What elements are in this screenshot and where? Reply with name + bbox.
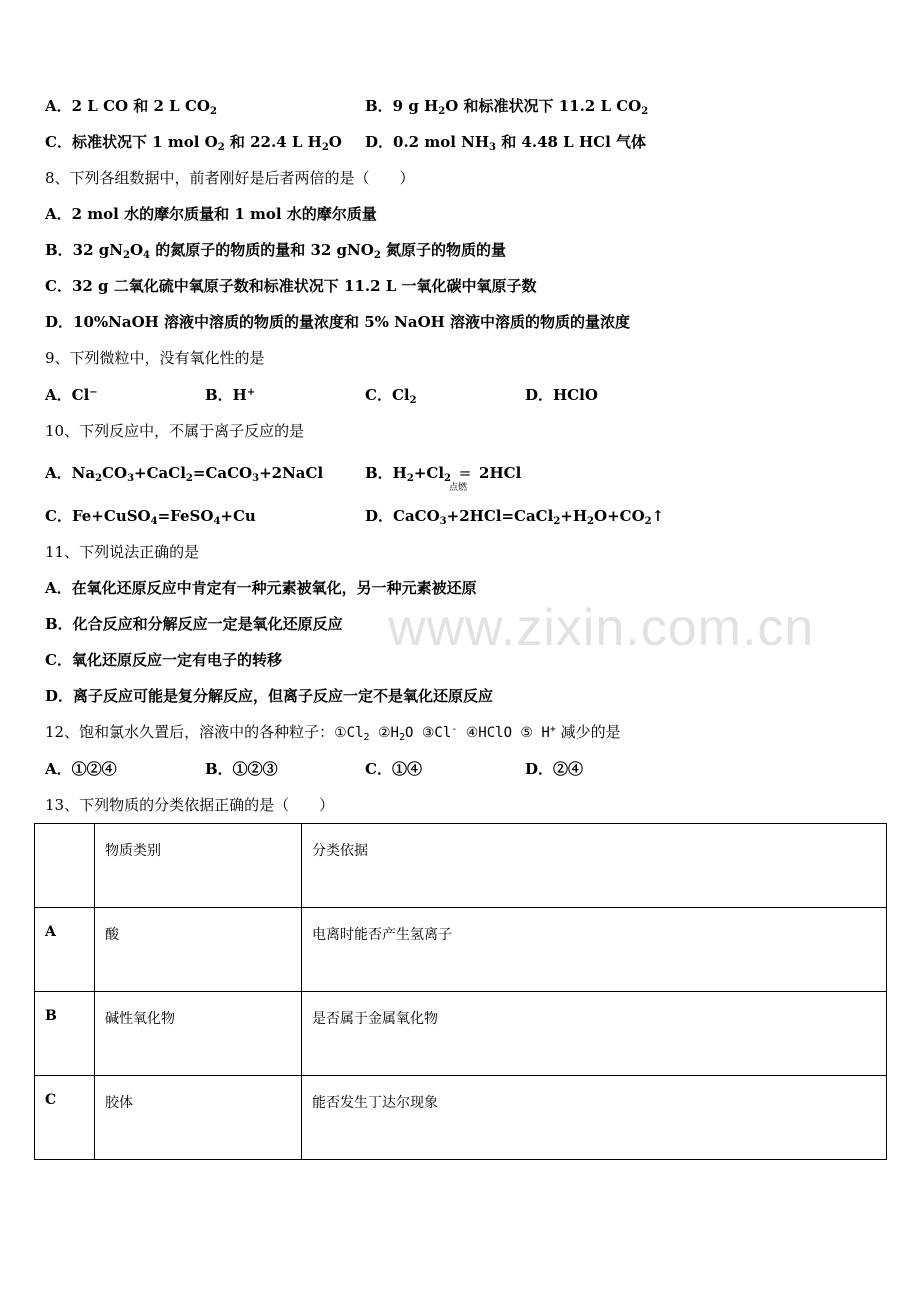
q9-option-c: C．$Cl_2$	[365, 386, 417, 406]
q9-option-a: A．Cl−	[45, 386, 98, 404]
q9-option-b: B．H+	[205, 386, 256, 404]
q10-option-d: D．$CaCO_3+2HCl=CaCl_2+H_2O+CO_2↑$	[365, 507, 665, 527]
q8-option-a: A．2 mol 水的摩尔质量和 1 mol 水的摩尔质量	[45, 205, 377, 223]
table-cell: 碱性氧化物	[95, 992, 302, 1076]
table-cell: B	[35, 992, 95, 1076]
q11-option-b: B．化合反应和分解反应一定是氧化还原反应	[45, 615, 343, 633]
q11-stem: 11、下列说法正确的是	[45, 543, 200, 561]
q13-stem: 13、下列物质的分类依据正确的是（ ）	[45, 796, 335, 814]
table-cell: 胶体	[95, 1076, 302, 1160]
q12-option-c: C．①④	[365, 760, 422, 778]
q10-option-c: C．Fe+CuSO$_4$=FeSO$_4$+Cu	[45, 507, 256, 527]
q12-option-d: D．②④	[525, 760, 584, 778]
q8-option-d: D．10%NaOH 溶液中溶质的物质的量浓度和 5% NaOH 溶液中溶质的物质的量浓度	[45, 313, 631, 331]
q10-option-b: B．$H_2+Cl_2$ = 点燃 2HCl	[365, 464, 522, 493]
q9-option-d: D．HClO	[525, 386, 598, 404]
watermark: www.zixin.com.cn	[388, 599, 815, 657]
q11-option-d: D．离子反应可能是复分解反应，但离子反应一定不是氧化还原反应	[45, 687, 494, 705]
table-cell: C	[35, 1076, 95, 1160]
q12-option-b: B．①②③	[205, 760, 278, 778]
q12-option-a: A．①②④	[45, 760, 117, 778]
q9-stem: 9、下列微粒中，没有氧化性的是	[45, 349, 265, 367]
q12-stem: 12、饱和氯水久置后，溶液中的各种粒子：$①Cl_2$ $②H_2O$ ③Cl- ④HClO ⑤ H+ 减少的是	[45, 723, 621, 743]
q8-option-c: C．32 g 二氧化硫中氧原子数和标准状况下 11.2 L 一氧化碳中氧原子数	[45, 277, 537, 295]
classification-table	[34, 823, 887, 1160]
q7-option-c: C．标准状况下 1 mol $O_2$ 和 22.4 L $H_2O$	[45, 133, 342, 153]
table-row	[35, 908, 887, 992]
table-header-cell: 分类依据	[302, 824, 887, 908]
q11-option-c: C．氧化还原反应一定有电子的转移	[45, 651, 282, 669]
q8-option-b: B．32 $gN_2O_4$ 的氮原子的物质的量和 32 gNO$_2$ 氮原子的物质的量	[45, 241, 507, 261]
table-row	[35, 1076, 887, 1160]
table-row	[35, 992, 887, 1076]
q7-option-a: A．2 L CO 和 2 L $CO_2$	[45, 97, 217, 117]
q10-stem: 10、下列反应中，不属于离子反应的是	[45, 422, 305, 440]
table-cell: 酸	[95, 908, 302, 992]
table-cell: 电离时能否产生氢离子	[302, 908, 887, 992]
table-header-cell	[35, 824, 95, 908]
table-cell: 能否发生丁达尔现象	[302, 1076, 887, 1160]
table-header-cell: 物质类别	[95, 824, 302, 908]
q10-option-a: A．$Na_2CO_3+CaCl_2=CaCO_3+2NaCl$	[45, 464, 324, 484]
q8-stem: 8、下列各组数据中，前者刚好是后者两倍的是（ ）	[45, 169, 415, 187]
q7-option-d: D．0.2 mol $NH_3$ 和 4.48 L HCl 气体	[365, 133, 646, 153]
reaction-condition: = 点燃	[449, 464, 472, 493]
q11-option-a: A．在氧化还原反应中肯定有一种元素被氧化，另一种元素被还原	[45, 579, 477, 597]
q7-option-b: B．9 g $H_2O$ 和标准状况下 11.2 L $CO_2$	[365, 97, 649, 117]
table-header-row	[35, 824, 887, 908]
table-cell: A	[35, 908, 95, 992]
table-cell: 是否属于金属氧化物	[302, 992, 887, 1076]
